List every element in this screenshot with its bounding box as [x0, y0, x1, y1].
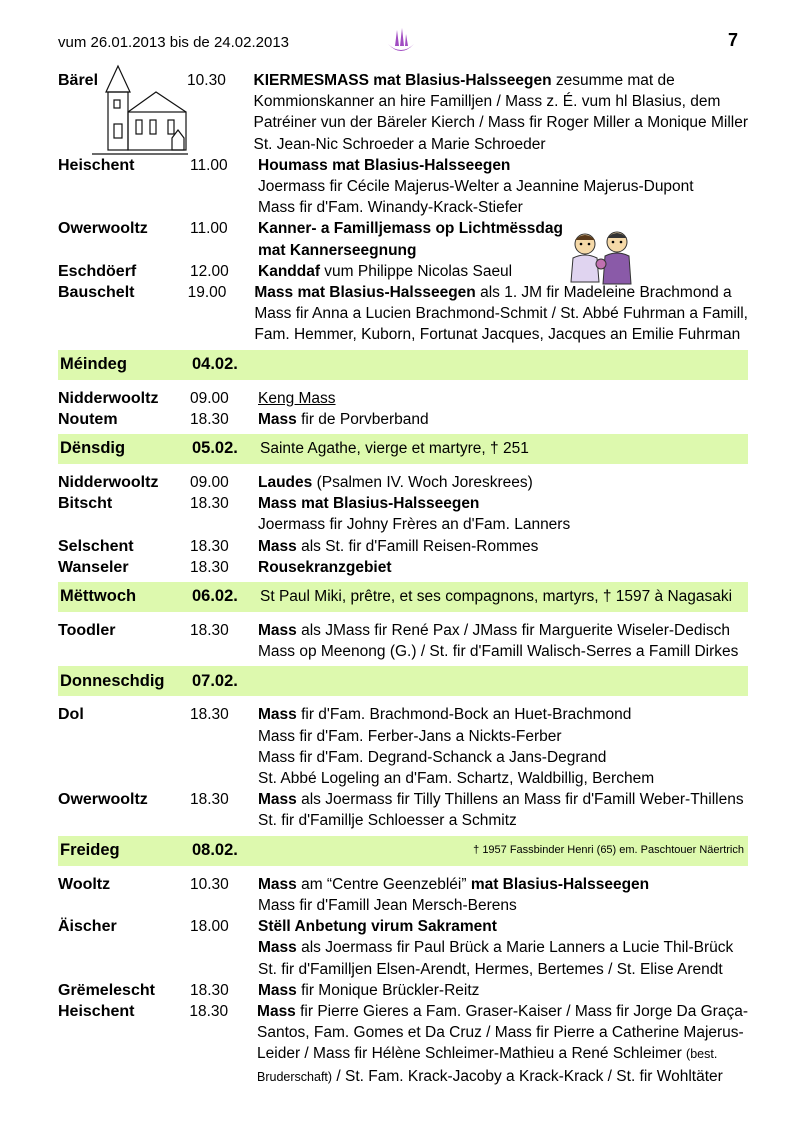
- text-segment: Mass fir Anna a Lucien Brachmond-Schmit / St. Abbé Fuhrman a Famill,: [254, 305, 748, 323]
- description-line: [258, 536, 748, 557]
- text-segment: fir Pierre Gieres a Fam. Graser-Kaiser / Mass fir Jorge Da Graça-: [295, 1002, 748, 1020]
- service-time: 11.00: [190, 156, 228, 174]
- description-line: [258, 704, 748, 725]
- service-time: 11.00: [190, 220, 228, 238]
- place-name: Bärel: [58, 72, 99, 89]
- text-segment: Mass: [258, 622, 297, 640]
- description-line: [258, 557, 748, 578]
- text-segment: als JMass fir René Pax / JMass fir Marguerite Wiseler-Dedisch: [296, 622, 731, 640]
- service-time: 10.30: [190, 875, 229, 893]
- schedule-entry: [58, 789, 748, 831]
- service-description: [258, 409, 748, 430]
- description-line: [258, 937, 748, 958]
- description-line: [254, 91, 748, 112]
- day-date: 08.02.: [192, 841, 238, 860]
- text-segment: Patréiner vun der Bäreler Kierch / Mass fir Roger Miller a Monique Miller: [253, 114, 748, 132]
- schedule-entry: [58, 874, 748, 916]
- text-segment: Rousekranzgebiet: [258, 558, 392, 576]
- text-segment: Bruderschaft): [257, 1069, 333, 1084]
- text-segment: fir de Porvberband: [296, 410, 429, 428]
- place-name: Äischer: [58, 918, 117, 936]
- service-time: 18.30: [190, 537, 229, 555]
- description-line: [258, 493, 748, 514]
- description-line: [258, 620, 748, 641]
- service-description: [254, 282, 748, 346]
- schedule-entry: [58, 282, 748, 346]
- text-segment: Kanddaf: [258, 262, 320, 280]
- description-line: [254, 70, 748, 91]
- text-segment: St. Abbé Logeling an d'Fam. Schartz, Waldbillig, Berchem: [258, 770, 655, 788]
- description-line: [258, 726, 748, 747]
- place-name: Heischent: [58, 1002, 135, 1020]
- text-segment: St. fir d'Familljе Schloesser a Schmitz: [258, 812, 517, 830]
- day-name: Donneschdig: [60, 671, 165, 690]
- day-date: 06.02.: [192, 587, 238, 606]
- schedule-entry: [58, 218, 748, 260]
- text-segment: Mass: [257, 1002, 296, 1020]
- description-line: [258, 641, 748, 662]
- text-segment: Mass: [258, 875, 297, 893]
- service-description: [258, 536, 748, 557]
- place-name: Grëmelescht: [58, 981, 155, 999]
- text-segment: Mass mat Blasius-Halsseegen: [258, 495, 480, 513]
- schedule-entry: [58, 261, 748, 282]
- church-illustration: [88, 64, 188, 159]
- text-segment: Joermass fir Johny Frères an d'Fam. Lanners: [258, 516, 571, 534]
- service-time: 09.00: [190, 389, 229, 407]
- description-line: [258, 980, 748, 1001]
- feast-note: St Paul Miki, prêtre, et ses compagnons, martyrs, † 1597 à Nagasaki: [260, 588, 733, 606]
- text-segment: St. fir d'Familljen Elsen-Arendt, Hermes, Bertemes / St. Elise Arendt: [258, 960, 723, 978]
- text-segment: Joermass fir Cécile Majerus-Welter a Jeannine Majerus-Dupont: [258, 178, 694, 196]
- description-line: [258, 789, 748, 810]
- text-segment: Kommionskanner an hire Familljen / Mass z. É. vum hl Blasius, dem: [253, 93, 721, 111]
- description-line: [254, 324, 748, 345]
- service-description: [258, 557, 748, 578]
- text-segment: Kanner- a Familljemass op Lichtmëssdag: [258, 220, 563, 238]
- page-header: [58, 30, 738, 60]
- service-time: 18.30: [190, 410, 229, 428]
- schedule-entry: [58, 409, 748, 430]
- description-line: [258, 747, 748, 768]
- place-name: Toodler: [58, 622, 116, 640]
- description-line: [258, 895, 748, 916]
- description-line: [257, 1022, 748, 1043]
- text-segment: Mass mat Blasius-Halsseegen: [254, 284, 476, 302]
- description-line: [254, 282, 748, 303]
- schedule-entry: [58, 536, 748, 557]
- text-segment: (Psalmen IV. Woch Joreskrees): [312, 474, 533, 492]
- text-segment: Houmass mat Blasius-Halsseegen: [258, 156, 511, 174]
- text-segment: Leider / Mass fir Hélène Schleimer-Mathieu a René Schleimer: [257, 1045, 687, 1063]
- schedule-entry: [58, 557, 748, 578]
- schedule-entry: [58, 155, 748, 219]
- service-description: [258, 704, 748, 789]
- description-line: [258, 514, 748, 535]
- service-time: 18.30: [190, 495, 229, 513]
- service-time: 18.30: [190, 791, 229, 809]
- description-line: [258, 768, 748, 789]
- text-segment: Stëll Anbetung virum Sakrament: [258, 918, 497, 936]
- service-description: [258, 789, 748, 831]
- description-line: [258, 916, 748, 937]
- place-name: Heischent: [58, 156, 135, 174]
- text-segment: mat Kannerseegnung: [258, 241, 417, 259]
- service-time: 18.00: [190, 918, 229, 936]
- text-segment: zesumme mat de: [551, 72, 675, 89]
- description-line: [258, 388, 748, 409]
- description-line: [254, 112, 748, 133]
- text-segment: (best.: [686, 1047, 718, 1062]
- text-segment: Keng Mass: [258, 389, 336, 407]
- text-segment: Mass op Meenong (G.) / St. fir d'Famill Walisch-Serres a Famill Dirkes: [258, 643, 739, 661]
- day-date: 04.02.: [192, 355, 238, 374]
- day-header: [58, 350, 748, 380]
- text-segment: KIERMESMASS mat Blasius-Halsseegen: [253, 72, 552, 89]
- schedule-entry: [58, 1001, 748, 1088]
- service-description: [257, 1001, 748, 1088]
- text-segment: Laudes: [258, 474, 313, 492]
- service-time: 18.30: [190, 981, 229, 999]
- service-time: 19.00: [187, 284, 227, 302]
- text-segment: Mass: [258, 537, 297, 555]
- description-line: [258, 176, 748, 197]
- description-line: [258, 240, 748, 261]
- service-description: [258, 155, 748, 219]
- text-segment: Mass: [258, 939, 297, 957]
- text-segment: Mass fir d'Fam. Winandy-Krack-Stiefer: [258, 199, 523, 217]
- schedule-entry: [58, 704, 748, 789]
- service-time: 18.30: [190, 558, 229, 576]
- service-description: [258, 388, 748, 409]
- schedule-entry: [58, 388, 748, 409]
- day-date: 05.02.: [192, 439, 238, 458]
- text-segment: mat Blasius-Halsseegen: [470, 875, 650, 893]
- place-name: Wooltz: [58, 875, 111, 893]
- service-description: [254, 70, 748, 155]
- description-line: [254, 303, 748, 324]
- schedule-entry: [58, 980, 748, 1001]
- description-line: [258, 261, 748, 282]
- day-header: [58, 666, 748, 696]
- text-segment: Mass: [258, 791, 297, 809]
- text-segment: Mass fir d'Fam. Ferber-Jans a Nickts-Ferber: [258, 727, 562, 745]
- day-header: [58, 582, 748, 612]
- text-segment: fir d'Fam. Brachmond-Bock an Huet-Brachmond: [296, 706, 632, 724]
- description-line: [257, 1001, 748, 1022]
- place-name: Bitscht: [58, 495, 113, 513]
- text-segment: Mass fir d'Fam. Degrand-Schanck a Jans-Degrand: [258, 748, 607, 766]
- page-number: 7: [727, 30, 738, 50]
- service-description: [258, 916, 748, 980]
- parish-logo-icon: [384, 24, 418, 58]
- description-line: [258, 472, 748, 493]
- description-line: [258, 409, 748, 430]
- place-name: Nidderwooltz: [58, 474, 159, 492]
- place-name: Owerwooltz: [58, 791, 148, 809]
- text-segment: Mass fir d'Famill Jean Mersch-Berens: [258, 896, 517, 914]
- date-range: vum 26.01.2013 bis de 24.02.2013: [58, 34, 290, 51]
- text-segment: als Joermass fir Tilly Thillens an Mass fir d'Famill Weber-Thillens: [296, 791, 744, 809]
- schedule: [58, 70, 748, 1088]
- service-description: [258, 493, 748, 535]
- text-segment: Mass: [258, 410, 297, 428]
- day-header: [58, 836, 748, 866]
- place-name: Nidderwooltz: [58, 389, 159, 407]
- description-line: [258, 218, 748, 239]
- description-line: [258, 197, 748, 218]
- description-line: [258, 959, 748, 980]
- text-segment: am “Centre Geenzebléi”: [296, 875, 471, 893]
- schedule-entry: [58, 620, 748, 662]
- text-segment: / St. Fam. Krack-Jacoby a Krack-Krack / St. fir Wohltäter: [332, 1067, 723, 1085]
- day-name: Mëttwoch: [60, 587, 137, 606]
- place-name: Eschdöerf: [58, 262, 137, 280]
- service-time: 12.00: [190, 262, 229, 280]
- schedule-entry: [58, 493, 748, 535]
- service-description: [258, 472, 748, 493]
- day-name: Freideg: [60, 841, 120, 860]
- text-segment: Santos, Fam. Gomes et Da Cruz / Mass fir Pierre a Catherine Majerus-: [257, 1024, 744, 1042]
- day-header: [58, 434, 748, 464]
- place-name: Dol: [58, 706, 84, 724]
- service-description: [258, 620, 748, 662]
- description-line: [257, 1043, 748, 1065]
- text-segment: Fam. Hemmer, Kuborn, Fortunat Jacques, Jacques an Emilie Fuhrman: [254, 326, 741, 344]
- service-time: 18.30: [190, 706, 229, 724]
- schedule-entry: [58, 916, 748, 980]
- text-segment: Mass: [258, 981, 297, 999]
- day-date: 07.02.: [192, 671, 238, 690]
- place-name: Owerwooltz: [58, 220, 148, 238]
- service-description: [258, 218, 748, 260]
- text-segment: als St. fir d'Famill Reisen-Rommes: [296, 537, 539, 555]
- service-time: 18.30: [189, 1002, 229, 1020]
- service-time: 18.30: [190, 622, 229, 640]
- memorial-note: † 1957 Fassbinder Henri (65) em. Paschtouer Näertrich: [473, 844, 744, 857]
- day-name: Méindeg: [60, 355, 127, 374]
- service-description: [258, 980, 748, 1001]
- description-line: [258, 874, 748, 895]
- description-line: [258, 155, 748, 176]
- description-line: [254, 134, 748, 155]
- text-segment: Mass: [258, 706, 297, 724]
- schedule-entry: [58, 472, 748, 493]
- text-segment: St. Jean-Nic Schroeder a Marie Schroeder: [253, 135, 546, 153]
- day-name: Dënsdig: [60, 439, 126, 458]
- description-line: [257, 1066, 748, 1088]
- text-segment: vum Philippe Nicolas Saeul: [320, 262, 513, 280]
- place-name: Wanseler: [58, 558, 129, 576]
- children-illustration: [563, 230, 643, 288]
- text-segment: als Joermass fir Paul Brück a Marie Lanners a Lucie Thil-Brück: [296, 939, 734, 957]
- service-description: [258, 874, 748, 916]
- description-line: [258, 810, 748, 831]
- place-name: Bauschelt: [58, 284, 135, 302]
- place-name: Noutem: [58, 410, 118, 428]
- text-segment: als 1. JM fir Madeleine Brachmond a: [475, 284, 732, 302]
- place-name: Selschent: [58, 537, 134, 555]
- service-description: [258, 261, 748, 282]
- service-time: 09.00: [190, 474, 229, 492]
- feast-note: Sainte Agathe, vierge et martyre, † 251: [260, 440, 529, 458]
- text-segment: fir Monique Brückler-Reitz: [296, 981, 480, 999]
- service-time: 10.30: [187, 72, 226, 89]
